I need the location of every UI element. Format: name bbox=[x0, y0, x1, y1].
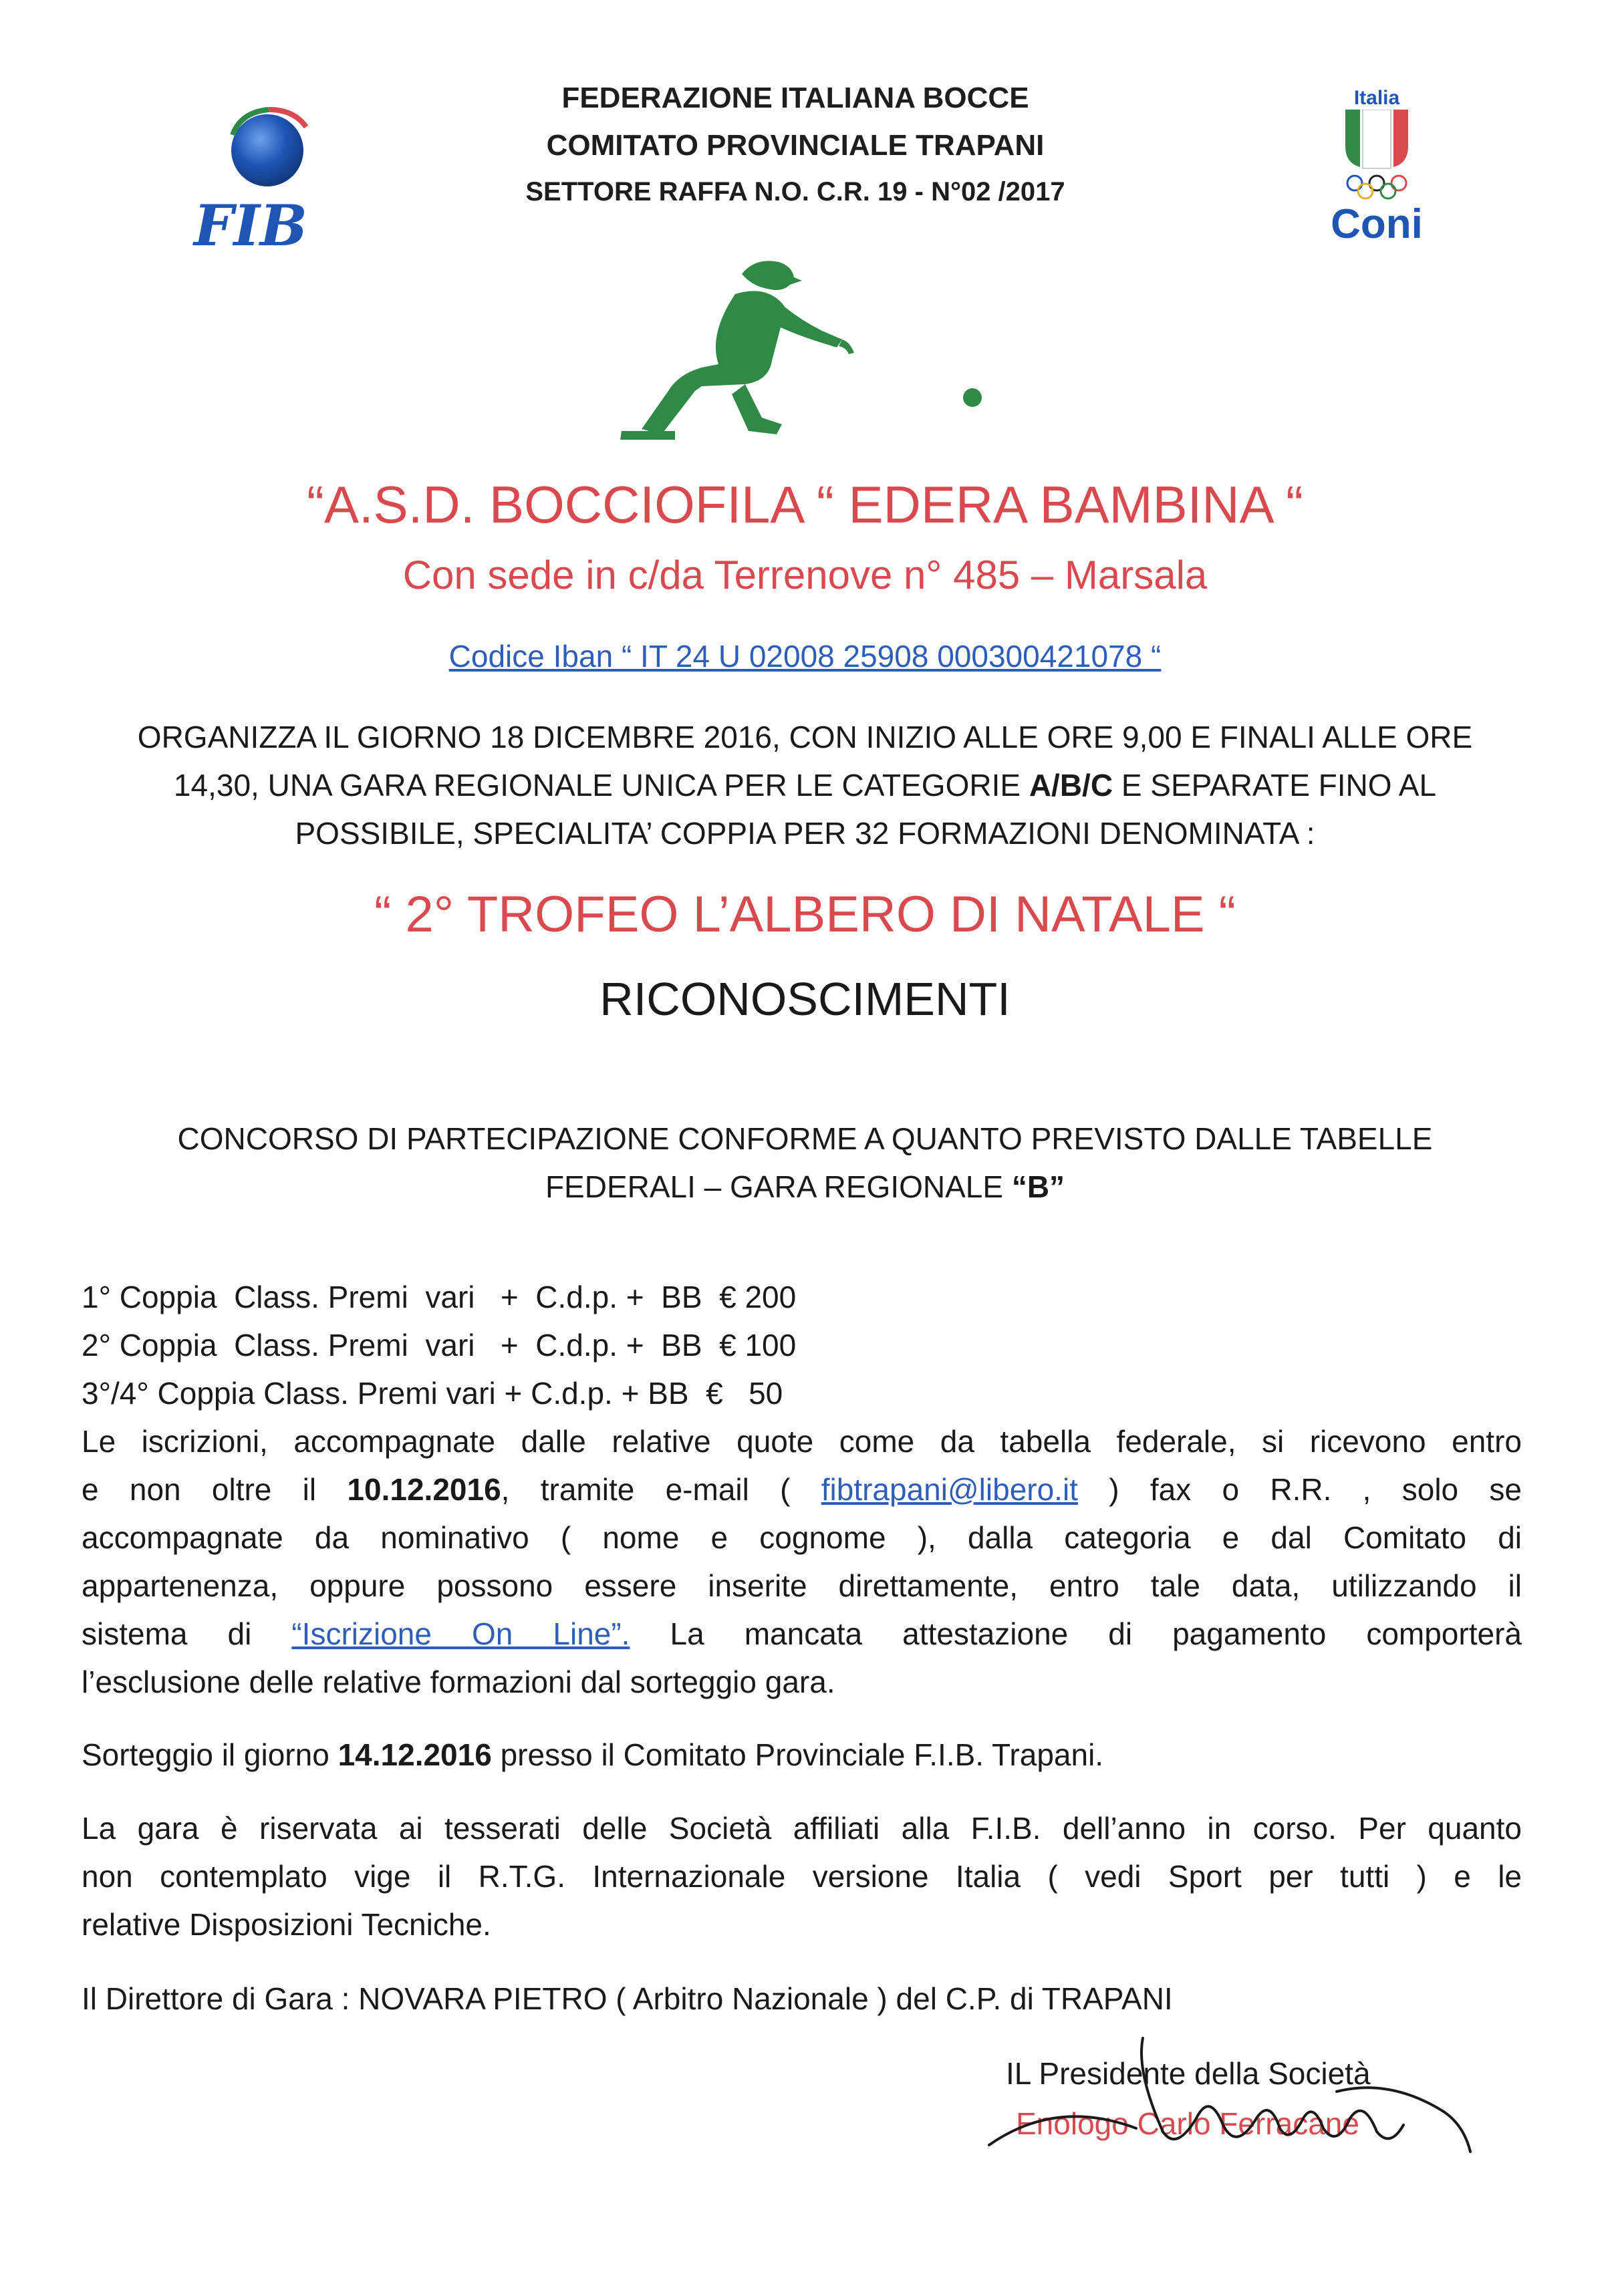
direttore-line: Il Direttore di Gara : NOVARA PIETRO ( Arbitro Nazionale ) del C.P. di TRAPANI bbox=[82, 1981, 1173, 2016]
handwritten-signature bbox=[976, 2018, 1497, 2172]
draw-date: 14.12.2016 bbox=[338, 1737, 492, 1772]
riservata-line-2: non contemplato vige il R.T.G. Internazionale versione Italia ( vedi Sport per tutti ) e le bbox=[82, 1859, 1522, 1894]
intro-line-1: ORGANIZZA IL GIORNO 18 DICEMBRE 2016, CON INIZIO ALLE ORE 9,00 E FINALI ALLE ORE bbox=[137, 720, 1473, 754]
iscrizioni-line-2: e non oltre il 10.12.2016, tramite e-mail ( fibtrapani@libero.it ) fax o R.R. , solo se bbox=[82, 1472, 1522, 1507]
iscrizioni-line-1: Le iscrizioni, accompagnate dalle relative quote come da tabella federale, si ricevono entro bbox=[82, 1424, 1522, 1459]
iscrizioni-line-5: sistema di “Iscrizione On Line”. La mancata attestazione di pagamento comporterà bbox=[82, 1616, 1522, 1651]
iscrizioni-line-4: appartenenza, oppure possono essere inserite direttamente, entro tale data, utilizzando il bbox=[82, 1568, 1522, 1603]
club-iban bbox=[0, 638, 1610, 674]
prize-2: 2° Coppia Class. Premi vari + C.d.p. + BB € 100 bbox=[82, 1328, 797, 1362]
header-committee: COMITATO PROVINCIALE TRAPANI bbox=[546, 129, 1045, 162]
coni-logo-text: Coni bbox=[1331, 201, 1423, 247]
riservata-line-3: relative Disposizioni Tecniche. bbox=[82, 1907, 491, 1942]
concorso-line-2: FEDERALI – GARA REGIONALE “B” bbox=[545, 1169, 1065, 1204]
fib-logo bbox=[187, 100, 341, 259]
trophy-subtitle: RICONOSCIMENTI bbox=[599, 973, 1011, 1025]
email-link[interactable]: fibtrapani@libero.it bbox=[821, 1472, 1078, 1507]
intro-line-3: POSSIBILE, SPECIALITA’ COPPIA PER 32 FORMAZIONI DENOMINATA : bbox=[295, 816, 1315, 851]
signature-role: IL Presidente della Società bbox=[1006, 2056, 1371, 2091]
iscrizioni-line-3: accompagnate da nominativo ( nome e cognome ), dalla categoria e dal Comitato di bbox=[82, 1520, 1522, 1555]
concorso-paragraph bbox=[67, 1115, 1543, 1211]
sorteggio-line: Sorteggio il giorno 14.12.2016 presso il Comitato Provinciale F.I.B. Trapani. bbox=[82, 1737, 1104, 1772]
riservata-line-1: La gara è riservata ai tesserati delle Società affiliati alla F.I.B. dell’anno in corso. Per quanto bbox=[82, 1811, 1522, 1846]
fib-logo-text: FIB bbox=[194, 192, 307, 259]
iscrizioni-line-6: l’esclusione delle relative formazioni dal sorteggio gara. bbox=[82, 1665, 835, 1699]
header-sector: SETTORE RAFFA N.O. C.R. 19 - N°02 /2017 bbox=[525, 177, 1065, 206]
trophy-title: “ 2° TROFEO L’ALBERO DI NATALE “ bbox=[374, 886, 1236, 943]
coni-italia-text: Italia bbox=[1353, 87, 1400, 109]
prize-3: 3°/4° Coppia Class. Premi vari + C.d.p. + BB € 50 bbox=[82, 1376, 783, 1411]
deadline-date: 10.12.2016 bbox=[347, 1472, 501, 1507]
coni-logo bbox=[1310, 87, 1444, 254]
signature-name: Enologo Carlo Ferracane bbox=[1016, 2106, 1359, 2141]
iscrizioni-paragraph bbox=[82, 1417, 1522, 1706]
club-name: “A.S.D. BOCCIOFILA “ EDERA BAMBINA “ bbox=[307, 475, 1303, 534]
header-federation: FEDERAZIONE ITALIANA BOCCE bbox=[561, 82, 1029, 114]
club-address: Con sede in c/da Terrenove n° 485 – Marsala bbox=[402, 553, 1208, 597]
iban-text: Codice Iban “ IT 24 U 02008 25908 000300421078 “ bbox=[448, 639, 1162, 674]
online-registration-link[interactable]: “Iscrizione On Line”. bbox=[291, 1616, 630, 1651]
coni-emblem-icon bbox=[1340, 110, 1414, 203]
bocce-player-icon bbox=[601, 254, 1016, 448]
concorso-line-1: CONCORSO DI PARTECIPAZIONE CONFORME A QUANTO PREVISTO DALLE TABELLE bbox=[177, 1121, 1433, 1156]
prize-1: 1° Coppia Class. Premi vari + C.d.p. + BB € 200 bbox=[82, 1280, 797, 1314]
intro-line-2: 14,30, UNA GARA REGIONALE UNICA PER LE CATEGORIE A/B/C E SEPARATE FINO AL bbox=[173, 768, 1437, 803]
riservata-paragraph bbox=[82, 1804, 1522, 1949]
categories-text: A/B/C bbox=[1029, 768, 1113, 803]
intro-paragraph bbox=[67, 713, 1543, 857]
